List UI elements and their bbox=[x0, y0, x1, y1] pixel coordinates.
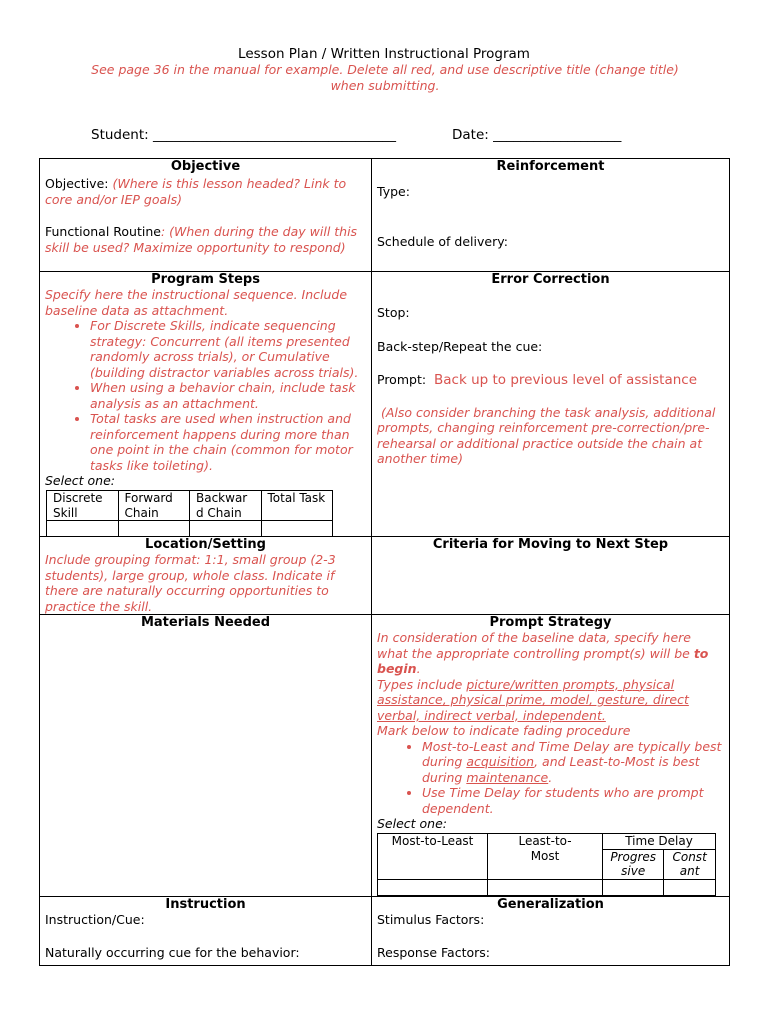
acquisition-term: acquisition bbox=[466, 754, 535, 769]
program-steps-bullet: • For Discrete Skills, indicate sequencing strategy: Concurrent (all items presented randomly across trials), or Cumulative (building distractor variables across trials). bbox=[90, 318, 366, 380]
option-total-task-mark[interactable] bbox=[261, 521, 333, 537]
program-steps-bullet: • Total tasks are used when instruction and reinforcement happens during more than one point in the chain (common for motor tasks like toileting). bbox=[90, 411, 366, 473]
error-correction-note: (Also consider branching the task analysis, additional prompts, changing reinforcement pre-correction/pre-rehearsal or additional practice outside the chain at another time) bbox=[377, 404, 716, 466]
reinforcement-type-label: Type: bbox=[377, 184, 410, 199]
option-progressive[interactable]: Progressive bbox=[603, 849, 664, 879]
option-constant-mark[interactable] bbox=[664, 879, 716, 895]
prompt-strategy-period: . bbox=[416, 661, 421, 676]
objective-label: Objective: bbox=[45, 176, 109, 191]
option-discrete-skill[interactable]: Discrete Skill bbox=[47, 491, 119, 521]
select-one-label: Select one: bbox=[45, 473, 116, 488]
location-hint: Include grouping format: 1:1, small group (2-3 students), large group, whole class. Indicate if there are naturally occurring opportunities to practice the skill. bbox=[45, 552, 336, 614]
routine-label: Functional Routine bbox=[45, 224, 161, 239]
option-least-to-most[interactable]: Least-to-Most bbox=[488, 834, 603, 880]
error-correction-heading: Error Correction bbox=[491, 272, 610, 287]
option-forward-chain[interactable]: Forward Chain bbox=[118, 491, 190, 521]
option-constant[interactable]: Constant bbox=[664, 849, 716, 879]
fading-procedure-table bbox=[377, 833, 716, 896]
maintenance-term: maintenance bbox=[466, 769, 549, 785]
schedule-label: Schedule of delivery: bbox=[377, 233, 508, 249]
stop-label: Stop: bbox=[377, 305, 410, 320]
instruction-cue-label: Instruction/Cue: bbox=[45, 912, 145, 927]
program-steps-cell bbox=[39, 271, 372, 537]
prompt-strategy-bullet: • Use Time Delay for students who are prompt dependent. bbox=[422, 785, 724, 816]
materials-heading: Materials Needed bbox=[140, 615, 271, 630]
routine-hint: : (When during the day will this skill be used? Maximize opportunity to respond) bbox=[45, 224, 358, 255]
location-cell bbox=[39, 536, 372, 615]
response-factors-label: Response Factors: bbox=[377, 944, 490, 960]
program-steps-bullet: • When using a behavior chain, include task analysis as an attachment. bbox=[90, 380, 366, 411]
criteria-heading: Criteria for Moving to Next Step bbox=[432, 537, 669, 552]
backstep-label: Back-step/Repeat the cue: bbox=[377, 338, 543, 354]
stimulus-factors-label: Stimulus Factors: bbox=[377, 912, 485, 927]
objective-hint: (Where is this lesson headed? Link to core and/or IEP goals) bbox=[45, 176, 347, 207]
generalization-heading: Generalization bbox=[497, 897, 604, 912]
student-field[interactable]: Student: ____________________________________ bbox=[91, 127, 396, 143]
error-correction-cell bbox=[371, 271, 730, 537]
option-discrete-skill-mark[interactable] bbox=[47, 521, 119, 537]
objective-cell bbox=[39, 158, 372, 272]
prompt-hint: Back up to previous level of assistance bbox=[434, 372, 698, 388]
program-steps-intro: Specify here the instructional sequence. Include baseline data as attachment. bbox=[45, 287, 348, 318]
option-most-to-least[interactable]: Most-to-Least bbox=[378, 834, 488, 880]
prompt-strategy-intro: In consideration of the baseline data, specify here what the appropriate controlling prompt(s) will be bbox=[377, 630, 694, 661]
date-field[interactable]: Date: ___________________ bbox=[452, 127, 622, 143]
generalization-cell bbox=[371, 896, 730, 966]
reinforcement-heading: Reinforcement bbox=[496, 159, 605, 174]
option-least-to-most-mark[interactable] bbox=[488, 879, 603, 895]
prompt-select-one-label: Select one: bbox=[377, 816, 448, 831]
option-most-to-least-mark[interactable] bbox=[378, 879, 488, 895]
program-steps-heading: Program Steps bbox=[151, 272, 260, 287]
bullet1-text-b: , and Least-to-Most is best during bbox=[422, 754, 700, 785]
instruction-heading: Instruction bbox=[165, 897, 246, 912]
location-heading: Location/Setting bbox=[145, 537, 266, 552]
option-forward-chain-mark[interactable] bbox=[118, 521, 190, 537]
criteria-cell bbox=[371, 536, 730, 615]
natural-cue-label: Naturally occurring cue for the behavior: bbox=[45, 944, 300, 960]
types-prefix: Types include bbox=[377, 676, 467, 692]
prompt-types-list: picture/written prompts, physical assistance, physical prime, model, gesture, direct verbal, indirect verbal, independent. bbox=[377, 676, 689, 723]
bullet1-text-a: Most-to-Least and Time Delay are typically best during bbox=[422, 738, 722, 769]
prompt-strategy-list bbox=[377, 739, 724, 817]
chain-type-table bbox=[46, 490, 333, 537]
instructions-note: See page 36 in the manual for example. Delete all red, and use descriptive title (change title) when submitting. bbox=[91, 62, 679, 93]
bullet1-text-c: . bbox=[548, 769, 553, 785]
option-total-task[interactable]: Total Task bbox=[261, 491, 333, 521]
prompt-strategy-heading: Prompt Strategy bbox=[489, 615, 612, 630]
time-delay-header: Time Delay bbox=[603, 834, 716, 850]
prompt-strategy-cell bbox=[371, 614, 730, 897]
fading-note: Mark below to indicate fading procedure bbox=[377, 723, 631, 738]
program-steps-list bbox=[45, 318, 366, 473]
option-backward-chain[interactable]: Backward Chain bbox=[190, 491, 262, 521]
document-title: Lesson Plan / Written Instructional Program bbox=[238, 46, 530, 62]
prompt-strategy-to-begin: to begin bbox=[377, 645, 709, 676]
prompt-strategy-bullet bbox=[422, 739, 724, 786]
reinforcement-cell bbox=[371, 158, 730, 272]
materials-cell bbox=[39, 614, 372, 897]
prompt-label: Prompt: bbox=[377, 372, 427, 387]
option-progressive-mark[interactable] bbox=[603, 879, 664, 895]
objective-heading: Objective bbox=[170, 159, 241, 174]
option-backward-chain-mark[interactable] bbox=[190, 521, 262, 537]
instruction-cell bbox=[39, 896, 372, 966]
